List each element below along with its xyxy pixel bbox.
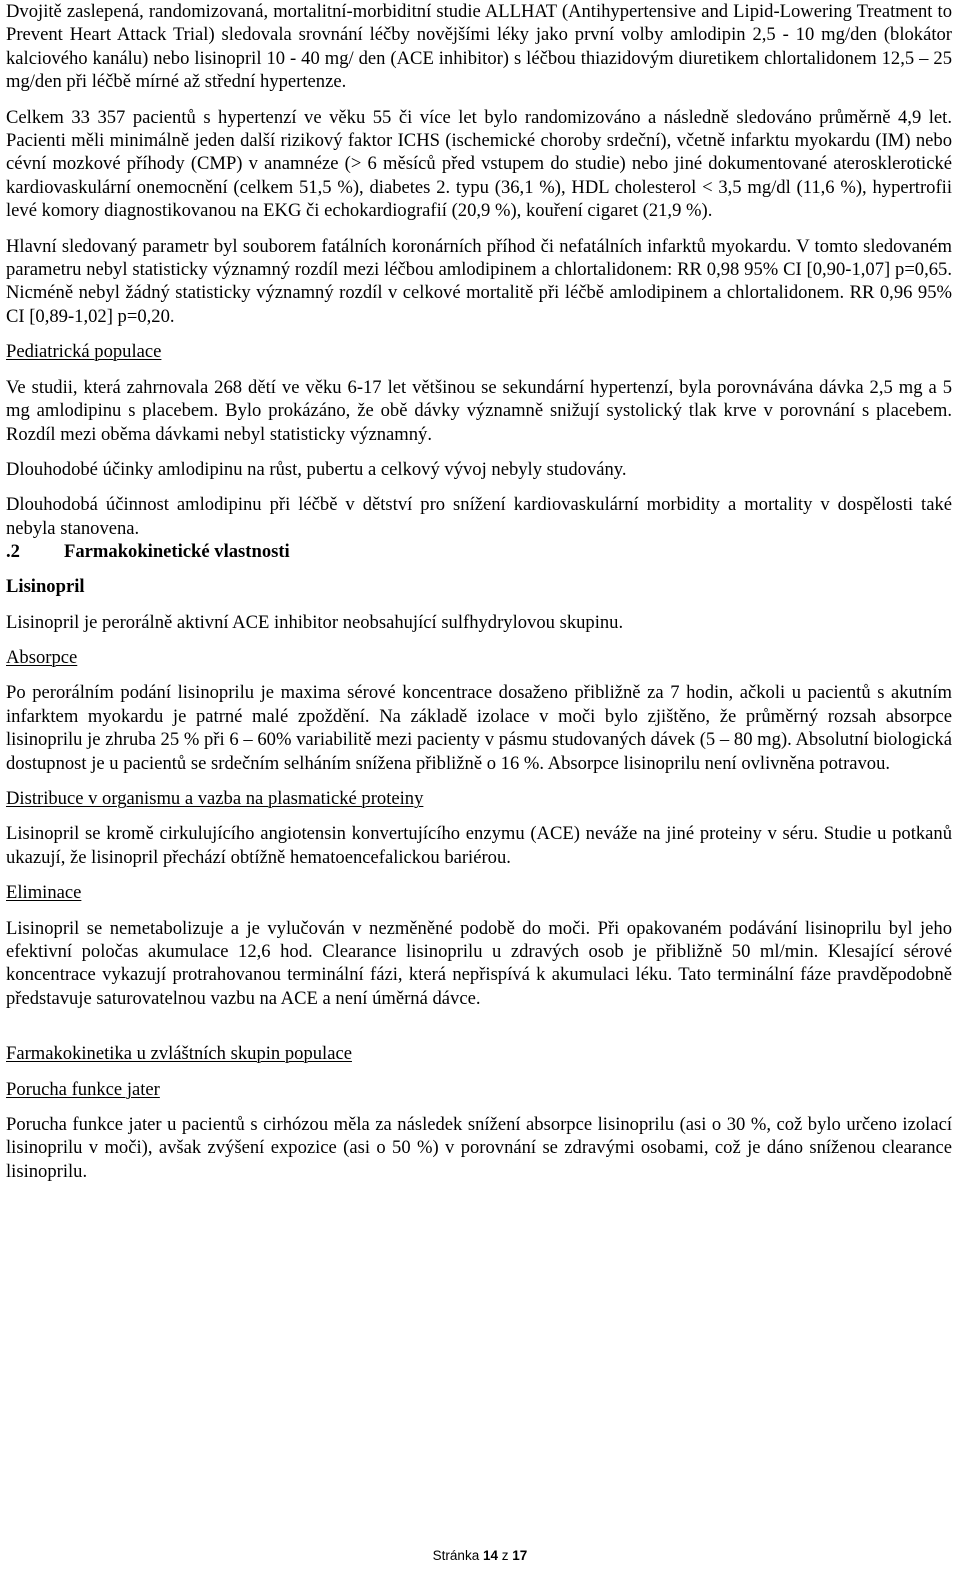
pediatric-paragraph-longterm-efficacy: Dlouhodobá účinnost amlodipinu při léčbě v dětství pro snížení kardiovaskulární morbidity a mortality v dospělosti také nebyla stanovena. bbox=[6, 494, 952, 539]
liver-impairment-paragraph: Porucha funkce jater u pacientů s cirhózou měla za následek snížení absorpce lisinoprilu (asi o 30 %, což bylo určeno izolací lisinoprilu v moči), avšak zvýšení expozice (asi o 50 %) v porovnání se zdravými osobami, což je dáno sníženou clearance lisinoprilu. bbox=[6, 1114, 952, 1182]
section-title: Farmakokinetické vlastnosti bbox=[64, 541, 290, 563]
footer-page-total: 17 bbox=[512, 1548, 528, 1563]
pediatric-paragraph-longterm-effects: Dlouhodobé účinky amlodipinu na růst, pubertu a celkový vývoj nebyly studovány. bbox=[6, 458, 627, 480]
absorption-heading: Absorpce bbox=[6, 646, 78, 668]
footer-label: Stránka bbox=[432, 1548, 480, 1563]
elimination-paragraph: Lisinopril se nemetabolizuje a je vylučován v nezměněné podobě do moči. Při opakovaném podávání lisinoprilu byl jeho efektivní poločas akumulace 12,6 hod. Clearance lisinoprilu u zdravých osob je přibližně 50 ml/min. Klesající sérové koncentrace vykazují protrahovanou terminální fázi, která nepřispívá k akumulaci léku. Tato terminální fáze pravděpodobně představuje saturovatelnou vazbu na ACE a není úměrná dávce. bbox=[6, 917, 952, 1009]
footer-separator: z bbox=[501, 1548, 509, 1563]
section-number: .2 bbox=[6, 541, 20, 563]
absorption-paragraph: Po perorálním podání lisinoprilu je maxima sérové koncentrace dosaženo přibližně za 7 hodin, ačkoli u pacientů s akutním infarktem myokardu je patrné malé zpoždění. Na základě izolace v moči bylo zjištěno, že průměrný rozsah absorpce lisinoprilu je zhruba 25 % při 6 – 60% variabilitě mezi pacienty v pásmu studovaných dávek (5 – 80 mg). Absolutní biologická dostupnost je u pacientů se srdečním selháním snížena přibližně o 16 %. Absorpce lisinoprilu není ovlivněna potravou. bbox=[6, 682, 952, 774]
intro-paragraph-results: Hlavní sledovaný parametr byl souborem fatálních koronárních příhod či nefatálních infarktů myokardu. V tomto sledovaném parametru nebyl statisticky významný rozdíl mezi léčbou amlodipinem a chlortalidonem: RR 0,98 95% CI [0,90-1,07] p=0,65. Nicméně nebyl žádný statisticky významný rozdíl v celkové mortalitě při léčbě amlodipinem a chlortalidonem. RR 0,96 95% CI [0,89-1,02] p=0,20. bbox=[6, 235, 952, 327]
intro-paragraph-patients: Celkem 33 357 pacientů s hypertenzí ve věku 55 či více let bylo randomizováno a následně sledováno průměrně 4,9 let. Pacienti měli minimálně jeden další rizikový faktor ICHS (ischemické choroby srdeční), včetně infarktu myokardu (IM) nebo cévní mozkové příhody (CMP) v anamnéze (> 6 měsíců před vstupem do studie) nebo jiné dokumentované aterosklerotické kardiovaskulární onemocnění (celkem 51,5 %), diabetes 2. typu (36,1 %), HDL cholesterol < 3,5 mg/dl (11,6 %), hypertrofii levé komory diagnostikovanou na EKG či echokardiografií (20,9 %), kouření cigaret (21,9 %). bbox=[6, 106, 952, 222]
distribution-heading: Distribuce v organismu a vazba na plasmatické proteiny bbox=[6, 787, 424, 809]
liver-impairment-heading: Porucha funkce jater bbox=[6, 1078, 160, 1100]
distribution-paragraph: Lisinopril se kromě cirkulujícího angiotensin konvertujícího enzymu (ACE) neváže na jiné proteiny v séru. Studie u potkanů ukazují, že lisinopril přechází obtížně hematoencefalickou bariérou. bbox=[6, 823, 952, 868]
document-page bbox=[6, 0, 952, 1183]
lisinopril-heading: Lisinopril bbox=[6, 576, 85, 598]
special-populations-heading: Farmakokinetika u zvláštních skupin populace bbox=[6, 1043, 352, 1065]
intro-paragraph-allhat: Dvojitě zaslepená, randomizovaná, mortalitní-morbiditní studie ALLHAT (Antihypertensive and Lipid-Lowering Treatment to Prevent Heart Attack Trial) sledovala srovnání léčby novějšími léky jako první volby amlodipin 2,5 - 10 mg/den (blokátor kalciového kanálu) nebo lisinopril 10 - 40 mg/ den (ACE inhibitor) s léčbou thiazidovým diuretikem chlortalidonem 12,5 – 25 mg/den při léčbě mírné až střední hypertenze. bbox=[6, 1, 952, 93]
pediatric-paragraph-study: Ve studii, která zahrnovala 268 dětí ve věku 6-17 let většinou se sekundární hypertenzí, byla porovnávána dávka 2,5 mg a 5 mg amlodipinu s placebem. Bylo prokázáno, že obě dávky významně snižují systolický tlak krve v porovnání s placebem. Rozdíl mezi oběma dávkami nebyl statisticky významný. bbox=[6, 376, 952, 445]
elimination-heading: Eliminace bbox=[6, 882, 82, 904]
lisinopril-intro: Lisinopril je perorálně aktivní ACE inhibitor neobsahující sulfhydrylovou skupinu. bbox=[6, 611, 624, 633]
pediatric-heading: Pediatrická populace bbox=[6, 341, 162, 363]
footer-page-number: 14 bbox=[482, 1548, 498, 1563]
section-heading bbox=[6, 540, 952, 563]
page-footer bbox=[0, 1547, 960, 1565]
